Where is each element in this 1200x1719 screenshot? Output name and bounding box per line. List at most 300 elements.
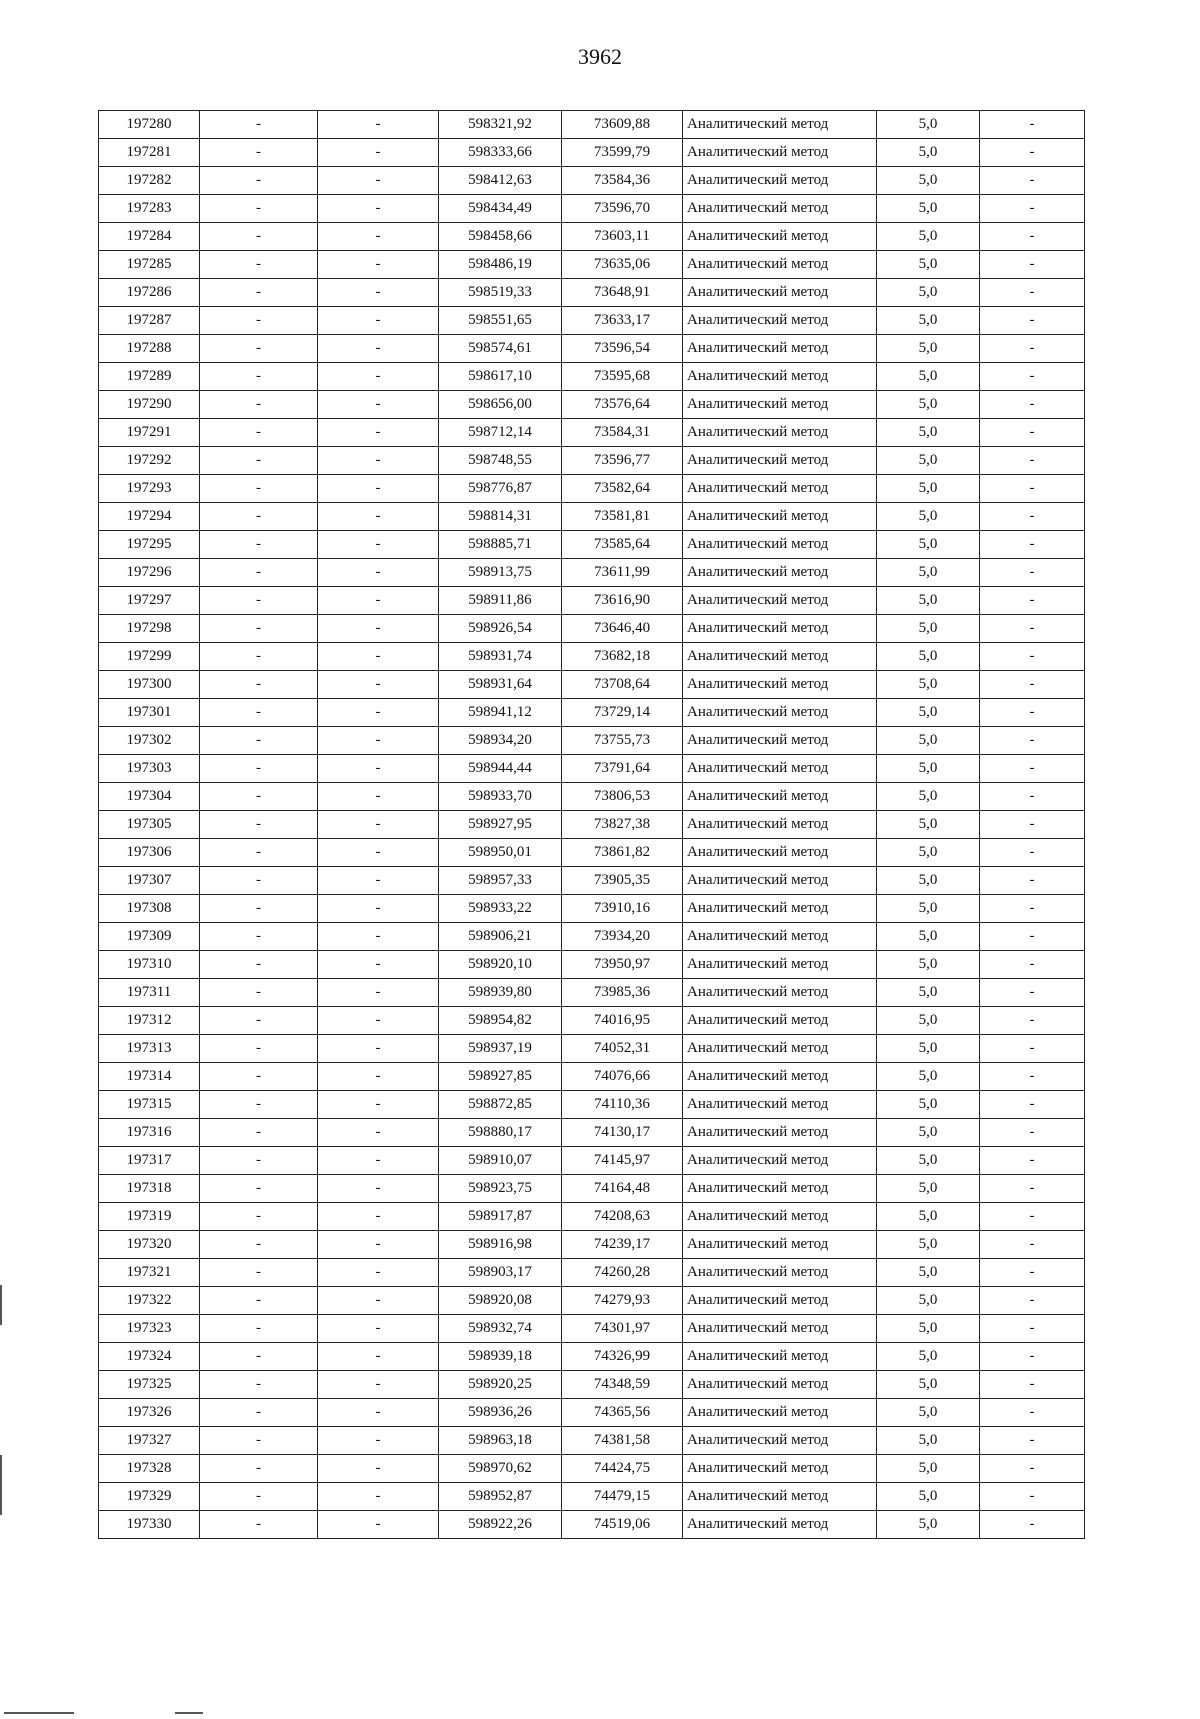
y-coordinate-cell: 73985,36 — [562, 979, 683, 1007]
dash-cell: - — [980, 1511, 1085, 1539]
x-coordinate-cell: 598917,87 — [439, 1203, 562, 1231]
point-number-cell: 197280 — [99, 111, 200, 139]
dash-cell: - — [318, 1259, 439, 1287]
dash-cell: - — [318, 1371, 439, 1399]
dash-cell: - — [318, 867, 439, 895]
method-cell: Аналитический метод — [683, 1455, 877, 1483]
dash-cell: - — [980, 755, 1085, 783]
point-number-cell: 197308 — [99, 895, 200, 923]
y-coordinate-cell: 74145,97 — [562, 1147, 683, 1175]
table-row — [99, 139, 1085, 167]
dash-cell: - — [980, 1315, 1085, 1343]
y-coordinate-cell: 73682,18 — [562, 643, 683, 671]
dash-cell: - — [200, 923, 318, 951]
accuracy-cell: 5,0 — [877, 1035, 980, 1063]
table-row — [99, 1511, 1085, 1539]
dash-cell: - — [200, 307, 318, 335]
dash-cell: - — [318, 139, 439, 167]
accuracy-cell: 5,0 — [877, 587, 980, 615]
table-row — [99, 979, 1085, 1007]
dash-cell: - — [200, 447, 318, 475]
y-coordinate-cell: 74519,06 — [562, 1511, 683, 1539]
dash-cell: - — [200, 1035, 318, 1063]
dash-cell: - — [980, 391, 1085, 419]
point-number-cell: 197281 — [99, 139, 200, 167]
dash-cell: - — [318, 671, 439, 699]
x-coordinate-cell: 598927,95 — [439, 811, 562, 839]
dash-cell: - — [318, 1147, 439, 1175]
dash-cell: - — [318, 951, 439, 979]
dash-cell: - — [980, 811, 1085, 839]
dash-cell: - — [318, 1343, 439, 1371]
x-coordinate-cell: 598814,31 — [439, 503, 562, 531]
dash-cell: - — [200, 1007, 318, 1035]
dash-cell: - — [980, 699, 1085, 727]
point-number-cell: 197295 — [99, 531, 200, 559]
dash-cell: - — [318, 1511, 439, 1539]
accuracy-cell: 5,0 — [877, 251, 980, 279]
scan-edge-mark — [0, 1455, 2, 1515]
dash-cell: - — [980, 643, 1085, 671]
method-cell: Аналитический метод — [683, 1511, 877, 1539]
y-coordinate-cell: 74301,97 — [562, 1315, 683, 1343]
point-number-cell: 197288 — [99, 335, 200, 363]
method-cell: Аналитический метод — [683, 139, 877, 167]
x-coordinate-cell: 598957,33 — [439, 867, 562, 895]
dash-cell: - — [980, 531, 1085, 559]
table-row — [99, 1455, 1085, 1483]
dash-cell: - — [980, 1287, 1085, 1315]
scan-edge-mark — [0, 1285, 2, 1325]
table-row — [99, 251, 1085, 279]
table-row — [99, 195, 1085, 223]
method-cell: Аналитический метод — [683, 615, 877, 643]
point-number-cell: 197313 — [99, 1035, 200, 1063]
dash-cell: - — [200, 139, 318, 167]
dash-cell: - — [980, 363, 1085, 391]
dash-cell: - — [980, 979, 1085, 1007]
x-coordinate-cell: 598933,22 — [439, 895, 562, 923]
x-coordinate-cell: 598434,49 — [439, 195, 562, 223]
x-coordinate-cell: 598920,25 — [439, 1371, 562, 1399]
method-cell: Аналитический метод — [683, 447, 877, 475]
dash-cell: - — [200, 1287, 318, 1315]
table-row — [99, 111, 1085, 139]
method-cell: Аналитический метод — [683, 279, 877, 307]
table-row — [99, 1427, 1085, 1455]
x-coordinate-cell: 598931,64 — [439, 671, 562, 699]
y-coordinate-cell: 73595,68 — [562, 363, 683, 391]
x-coordinate-cell: 598933,70 — [439, 783, 562, 811]
dash-cell: - — [318, 1427, 439, 1455]
dash-cell: - — [200, 1175, 318, 1203]
point-number-cell: 197294 — [99, 503, 200, 531]
dash-cell: - — [980, 167, 1085, 195]
method-cell: Аналитический метод — [683, 1343, 877, 1371]
dash-cell: - — [200, 167, 318, 195]
accuracy-cell: 5,0 — [877, 419, 980, 447]
method-cell: Аналитический метод — [683, 559, 877, 587]
y-coordinate-cell: 73646,40 — [562, 615, 683, 643]
dash-cell: - — [980, 307, 1085, 335]
accuracy-cell: 5,0 — [877, 1371, 980, 1399]
dash-cell: - — [200, 783, 318, 811]
dash-cell: - — [318, 1119, 439, 1147]
y-coordinate-cell: 73585,64 — [562, 531, 683, 559]
method-cell: Аналитический метод — [683, 251, 877, 279]
accuracy-cell: 5,0 — [877, 951, 980, 979]
dash-cell: - — [200, 251, 318, 279]
accuracy-cell: 5,0 — [877, 363, 980, 391]
method-cell: Аналитический метод — [683, 979, 877, 1007]
method-cell: Аналитический метод — [683, 895, 877, 923]
accuracy-cell: 5,0 — [877, 279, 980, 307]
table-body — [99, 111, 1085, 1539]
point-number-cell: 197303 — [99, 755, 200, 783]
dash-cell: - — [200, 1511, 318, 1539]
method-cell: Аналитический метод — [683, 867, 877, 895]
table-row — [99, 895, 1085, 923]
accuracy-cell: 5,0 — [877, 139, 980, 167]
dash-cell: - — [980, 1343, 1085, 1371]
method-cell: Аналитический метод — [683, 1035, 877, 1063]
dash-cell: - — [200, 1259, 318, 1287]
dash-cell: - — [980, 1371, 1085, 1399]
x-coordinate-cell: 598911,86 — [439, 587, 562, 615]
table-row — [99, 727, 1085, 755]
dash-cell: - — [980, 615, 1085, 643]
dash-cell: - — [200, 951, 318, 979]
accuracy-cell: 5,0 — [877, 1287, 980, 1315]
accuracy-cell: 5,0 — [877, 167, 980, 195]
dash-cell: - — [200, 559, 318, 587]
table-row — [99, 335, 1085, 363]
dash-cell: - — [318, 1287, 439, 1315]
y-coordinate-cell: 73708,64 — [562, 671, 683, 699]
dash-cell: - — [318, 335, 439, 363]
accuracy-cell: 5,0 — [877, 923, 980, 951]
accuracy-cell: 5,0 — [877, 699, 980, 727]
y-coordinate-cell: 73596,70 — [562, 195, 683, 223]
x-coordinate-cell: 598934,20 — [439, 727, 562, 755]
accuracy-cell: 5,0 — [877, 503, 980, 531]
table-row — [99, 699, 1085, 727]
method-cell: Аналитический метод — [683, 195, 877, 223]
dash-cell: - — [318, 363, 439, 391]
dash-cell: - — [200, 811, 318, 839]
y-coordinate-cell: 73584,31 — [562, 419, 683, 447]
dash-cell: - — [980, 1399, 1085, 1427]
x-coordinate-cell: 598937,19 — [439, 1035, 562, 1063]
dash-cell: - — [200, 1063, 318, 1091]
accuracy-cell: 5,0 — [877, 1483, 980, 1511]
accuracy-cell: 5,0 — [877, 615, 980, 643]
x-coordinate-cell: 598923,75 — [439, 1175, 562, 1203]
point-number-cell: 197324 — [99, 1343, 200, 1371]
table-row — [99, 279, 1085, 307]
dash-cell: - — [200, 615, 318, 643]
dash-cell: - — [980, 1007, 1085, 1035]
table-row — [99, 643, 1085, 671]
accuracy-cell: 5,0 — [877, 1427, 980, 1455]
y-coordinate-cell: 74110,36 — [562, 1091, 683, 1119]
accuracy-cell: 5,0 — [877, 643, 980, 671]
method-cell: Аналитический метод — [683, 167, 877, 195]
y-coordinate-cell: 73791,64 — [562, 755, 683, 783]
dash-cell: - — [200, 1091, 318, 1119]
dash-cell: - — [318, 111, 439, 139]
y-coordinate-cell: 73616,90 — [562, 587, 683, 615]
dash-cell: - — [318, 1063, 439, 1091]
dash-cell: - — [200, 1231, 318, 1259]
dash-cell: - — [980, 951, 1085, 979]
dash-cell: - — [200, 1315, 318, 1343]
dash-cell: - — [980, 1175, 1085, 1203]
method-cell: Аналитический метод — [683, 699, 877, 727]
point-number-cell: 197302 — [99, 727, 200, 755]
dash-cell: - — [318, 559, 439, 587]
x-coordinate-cell: 598954,82 — [439, 1007, 562, 1035]
dash-cell: - — [318, 727, 439, 755]
point-number-cell: 197289 — [99, 363, 200, 391]
x-coordinate-cell: 598776,87 — [439, 475, 562, 503]
table-row — [99, 1007, 1085, 1035]
dash-cell: - — [200, 671, 318, 699]
point-number-cell: 197290 — [99, 391, 200, 419]
y-coordinate-cell: 74479,15 — [562, 1483, 683, 1511]
method-cell: Аналитический метод — [683, 1231, 877, 1259]
y-coordinate-cell: 73806,53 — [562, 783, 683, 811]
point-number-cell: 197310 — [99, 951, 200, 979]
method-cell: Аналитический метод — [683, 503, 877, 531]
method-cell: Аналитический метод — [683, 363, 877, 391]
table-row — [99, 1399, 1085, 1427]
method-cell: Аналитический метод — [683, 419, 877, 447]
coordinates-table — [98, 110, 1085, 1539]
dash-cell: - — [318, 307, 439, 335]
dash-cell: - — [200, 195, 318, 223]
dash-cell: - — [318, 1455, 439, 1483]
point-number-cell: 197284 — [99, 223, 200, 251]
dash-cell: - — [980, 587, 1085, 615]
dash-cell: - — [980, 419, 1085, 447]
method-cell: Аналитический метод — [683, 1483, 877, 1511]
method-cell: Аналитический метод — [683, 587, 877, 615]
x-coordinate-cell: 598412,63 — [439, 167, 562, 195]
method-cell: Аналитический метод — [683, 951, 877, 979]
dash-cell: - — [318, 1175, 439, 1203]
dash-cell: - — [318, 195, 439, 223]
x-coordinate-cell: 598486,19 — [439, 251, 562, 279]
dash-cell: - — [980, 139, 1085, 167]
dash-cell: - — [200, 1203, 318, 1231]
accuracy-cell: 5,0 — [877, 391, 980, 419]
dash-cell: - — [200, 223, 318, 251]
dash-cell: - — [980, 923, 1085, 951]
dash-cell: - — [200, 1371, 318, 1399]
y-coordinate-cell: 74164,48 — [562, 1175, 683, 1203]
dash-cell: - — [200, 979, 318, 1007]
x-coordinate-cell: 598944,44 — [439, 755, 562, 783]
accuracy-cell: 5,0 — [877, 195, 980, 223]
dash-cell: - — [200, 755, 318, 783]
dash-cell: - — [318, 447, 439, 475]
y-coordinate-cell: 73581,81 — [562, 503, 683, 531]
point-number-cell: 197299 — [99, 643, 200, 671]
x-coordinate-cell: 598321,92 — [439, 111, 562, 139]
method-cell: Аналитический метод — [683, 307, 877, 335]
dash-cell: - — [980, 1483, 1085, 1511]
point-number-cell: 197306 — [99, 839, 200, 867]
dash-cell: - — [200, 895, 318, 923]
table-row — [99, 307, 1085, 335]
dash-cell: - — [200, 419, 318, 447]
dash-cell: - — [200, 867, 318, 895]
dash-cell: - — [980, 1035, 1085, 1063]
method-cell: Аналитический метод — [683, 839, 877, 867]
y-coordinate-cell: 74239,17 — [562, 1231, 683, 1259]
accuracy-cell: 5,0 — [877, 727, 980, 755]
accuracy-cell: 5,0 — [877, 1119, 980, 1147]
table-row — [99, 531, 1085, 559]
table-row — [99, 1483, 1085, 1511]
method-cell: Аналитический метод — [683, 223, 877, 251]
accuracy-cell: 5,0 — [877, 867, 980, 895]
method-cell: Аналитический метод — [683, 727, 877, 755]
dash-cell: - — [200, 1399, 318, 1427]
y-coordinate-cell: 73576,64 — [562, 391, 683, 419]
table-row — [99, 475, 1085, 503]
method-cell: Аналитический метод — [683, 1203, 877, 1231]
point-number-cell: 197282 — [99, 167, 200, 195]
point-number-cell: 197296 — [99, 559, 200, 587]
dash-cell: - — [318, 895, 439, 923]
point-number-cell: 197286 — [99, 279, 200, 307]
method-cell: Аналитический метод — [683, 1175, 877, 1203]
dash-cell: - — [980, 475, 1085, 503]
point-number-cell: 197316 — [99, 1119, 200, 1147]
point-number-cell: 197325 — [99, 1371, 200, 1399]
y-coordinate-cell: 74208,63 — [562, 1203, 683, 1231]
accuracy-cell: 5,0 — [877, 559, 980, 587]
table-row — [99, 1371, 1085, 1399]
dash-cell: - — [980, 223, 1085, 251]
dash-cell: - — [200, 475, 318, 503]
accuracy-cell: 5,0 — [877, 307, 980, 335]
dash-cell: - — [318, 1315, 439, 1343]
accuracy-cell: 5,0 — [877, 1091, 980, 1119]
point-number-cell: 197301 — [99, 699, 200, 727]
table-row — [99, 867, 1085, 895]
table-row — [99, 1119, 1085, 1147]
x-coordinate-cell: 598748,55 — [439, 447, 562, 475]
accuracy-cell: 5,0 — [877, 895, 980, 923]
y-coordinate-cell: 74279,93 — [562, 1287, 683, 1315]
dash-cell: - — [318, 1399, 439, 1427]
dash-cell: - — [980, 671, 1085, 699]
point-number-cell: 197304 — [99, 783, 200, 811]
y-coordinate-cell: 73934,20 — [562, 923, 683, 951]
method-cell: Аналитический метод — [683, 1371, 877, 1399]
x-coordinate-cell: 598920,10 — [439, 951, 562, 979]
dash-cell: - — [980, 895, 1085, 923]
dash-cell: - — [980, 727, 1085, 755]
dash-cell: - — [200, 111, 318, 139]
y-coordinate-cell: 73905,35 — [562, 867, 683, 895]
accuracy-cell: 5,0 — [877, 811, 980, 839]
y-coordinate-cell: 74130,17 — [562, 1119, 683, 1147]
point-number-cell: 197297 — [99, 587, 200, 615]
dash-cell: - — [318, 1007, 439, 1035]
table-row — [99, 923, 1085, 951]
dash-cell: - — [318, 279, 439, 307]
dash-cell: - — [980, 1259, 1085, 1287]
table-row — [99, 1091, 1085, 1119]
dash-cell: - — [980, 251, 1085, 279]
y-coordinate-cell: 74260,28 — [562, 1259, 683, 1287]
dash-cell: - — [200, 1483, 318, 1511]
dash-cell: - — [200, 279, 318, 307]
table-row — [99, 1287, 1085, 1315]
dash-cell: - — [980, 1231, 1085, 1259]
y-coordinate-cell: 73596,54 — [562, 335, 683, 363]
table-row — [99, 783, 1085, 811]
method-cell: Аналитический метод — [683, 755, 877, 783]
table-row — [99, 1231, 1085, 1259]
accuracy-cell: 5,0 — [877, 671, 980, 699]
point-number-cell: 197318 — [99, 1175, 200, 1203]
accuracy-cell: 5,0 — [877, 447, 980, 475]
accuracy-cell: 5,0 — [877, 335, 980, 363]
dash-cell: - — [200, 1119, 318, 1147]
accuracy-cell: 5,0 — [877, 1203, 980, 1231]
method-cell: Аналитический метод — [683, 475, 877, 503]
dash-cell: - — [318, 699, 439, 727]
method-cell: Аналитический метод — [683, 1427, 877, 1455]
x-coordinate-cell: 598920,08 — [439, 1287, 562, 1315]
dash-cell: - — [318, 839, 439, 867]
scan-edge-mark — [175, 1712, 203, 1714]
point-number-cell: 197287 — [99, 307, 200, 335]
x-coordinate-cell: 598617,10 — [439, 363, 562, 391]
dash-cell: - — [200, 1147, 318, 1175]
method-cell: Аналитический метод — [683, 1399, 877, 1427]
y-coordinate-cell: 74326,99 — [562, 1343, 683, 1371]
y-coordinate-cell: 73596,77 — [562, 447, 683, 475]
point-number-cell: 197330 — [99, 1511, 200, 1539]
method-cell: Аналитический метод — [683, 811, 877, 839]
dash-cell: - — [980, 447, 1085, 475]
dash-cell: - — [318, 1035, 439, 1063]
x-coordinate-cell: 598950,01 — [439, 839, 562, 867]
y-coordinate-cell: 73648,91 — [562, 279, 683, 307]
table-row — [99, 167, 1085, 195]
dash-cell: - — [318, 811, 439, 839]
accuracy-cell: 5,0 — [877, 783, 980, 811]
method-cell: Аналитический метод — [683, 1091, 877, 1119]
method-cell: Аналитический метод — [683, 1147, 877, 1175]
dash-cell: - — [980, 1091, 1085, 1119]
dash-cell: - — [980, 1455, 1085, 1483]
y-coordinate-cell: 73861,82 — [562, 839, 683, 867]
dash-cell: - — [200, 335, 318, 363]
dash-cell: - — [318, 615, 439, 643]
x-coordinate-cell: 598333,66 — [439, 139, 562, 167]
y-coordinate-cell: 74052,31 — [562, 1035, 683, 1063]
y-coordinate-cell: 73910,16 — [562, 895, 683, 923]
table-row — [99, 1175, 1085, 1203]
point-number-cell: 197323 — [99, 1315, 200, 1343]
